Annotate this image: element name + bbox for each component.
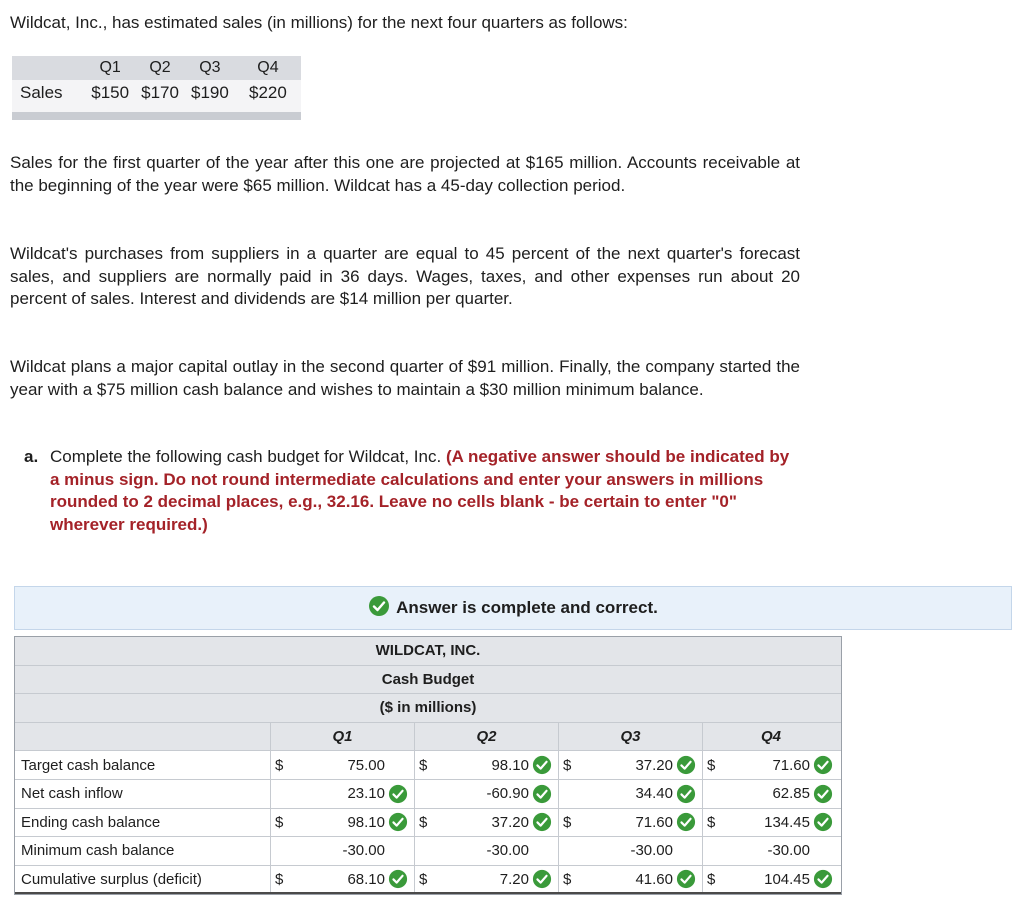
dollar-sign: $	[419, 756, 428, 774]
budget-value: 134.45	[764, 813, 810, 831]
question-instructions: (A negative answer should be indicated by a minus sign. Do not round intermediate calculations and enter your answers in millions rounded to 2 decimal places, e.g., 32.16. Leave no cells blank - be certain to enter "0" wherever required.)	[50, 447, 790, 534]
budget-value: 41.60	[635, 870, 673, 888]
sales-row-label: Sales	[20, 83, 63, 102]
dollar-sign: $	[275, 756, 284, 774]
budget-title: Cash Budget	[381, 670, 475, 688]
budget-row-label: Ending cash balance	[15, 809, 271, 837]
check-circle-icon	[813, 812, 835, 832]
budget-row	[15, 780, 841, 809]
check-circle-icon	[676, 812, 698, 832]
check-circle-icon	[813, 869, 835, 889]
budget-value-cell[interactable]	[439, 866, 559, 893]
budget-row-label: Minimum cash balance	[15, 837, 271, 865]
sales-value: $170	[141, 83, 179, 102]
budget-value-cell[interactable]	[727, 780, 839, 808]
check-circle-icon	[532, 812, 554, 832]
budget-value: 37.20	[491, 813, 529, 831]
budget-value-cell[interactable]	[439, 780, 559, 808]
sales-value: $220	[249, 83, 287, 102]
budget-value: 98.10	[491, 756, 529, 774]
check-circle-icon	[813, 755, 835, 775]
budget-value-cell[interactable]	[583, 751, 703, 779]
check-circle-icon	[388, 784, 410, 804]
dollar-sign	[415, 780, 439, 808]
budget-row-label: Net cash inflow	[15, 780, 271, 808]
budget-value-cell[interactable]	[295, 866, 415, 893]
quarter-column-header: Q4	[760, 728, 781, 746]
budget-value-cell[interactable]	[295, 751, 415, 779]
budget-value-cell[interactable]	[439, 837, 559, 865]
quarter-column-header: Q2	[415, 723, 559, 751]
check-circle-icon	[388, 812, 410, 832]
dollar-sign: $	[275, 813, 284, 831]
dollar-sign: $	[563, 813, 572, 831]
paragraph-collections: Sales for the first quarter of the year after this one are projected at $165 million. Accounts receivable at the beginning of the year were $65 million. Wildcat has a 45-day collection period.	[10, 153, 800, 195]
dollar-sign	[271, 837, 295, 865]
dollar-sign	[559, 837, 583, 865]
dollar-sign: $	[707, 870, 716, 888]
check-circle-icon	[388, 869, 410, 889]
budget-value: -60.90	[486, 785, 529, 803]
budget-units: ($ in millions)	[379, 699, 477, 717]
check-circle-icon	[676, 755, 698, 775]
budget-value-cell[interactable]	[583, 837, 703, 865]
quarter-header: Q4	[257, 59, 279, 76]
quarter-header: Q1	[99, 59, 121, 76]
intro-text: Wildcat, Inc., has estimated sales (in millions) for the next four quarters as follows:	[10, 13, 628, 32]
budget-row-label: Cumulative surplus (deficit)	[15, 866, 271, 893]
sales-value: $190	[190, 83, 229, 102]
check-circle-icon	[368, 595, 390, 622]
budget-row	[15, 866, 841, 895]
company-name: WILDCAT, INC.	[375, 642, 481, 660]
budget-value: 75.00	[347, 756, 385, 774]
budget-header-row	[15, 723, 841, 752]
budget-value-cell[interactable]	[295, 837, 415, 865]
budget-value-cell[interactable]	[583, 866, 703, 893]
dollar-sign: $	[707, 813, 716, 831]
sales-value: $150	[91, 83, 130, 102]
question-label: a.	[24, 447, 39, 466]
budget-row	[15, 809, 841, 838]
sales-row	[12, 80, 301, 106]
sales-table-footer	[12, 112, 301, 120]
budget-value-cell[interactable]	[439, 809, 559, 837]
dollar-sign	[703, 780, 727, 808]
sales-table-header	[12, 56, 301, 80]
budget-row-label: Target cash balance	[15, 751, 271, 779]
cash-budget-table	[14, 636, 842, 895]
answer-status-banner	[14, 586, 1012, 630]
dollar-sign: $	[563, 756, 572, 774]
check-circle-icon	[532, 869, 554, 889]
budget-value-cell[interactable]	[583, 809, 703, 837]
budget-value: -30.00	[767, 842, 810, 860]
dollar-sign	[271, 780, 295, 808]
check-circle-icon	[532, 784, 554, 804]
quarter-header: Q2	[149, 59, 171, 76]
budget-value-cell[interactable]	[727, 866, 839, 893]
budget-value: 37.20	[635, 756, 673, 774]
banner-text: Answer is complete and correct.	[396, 598, 658, 617]
dollar-sign: $	[419, 813, 428, 831]
budget-title-row	[15, 666, 841, 695]
budget-value-cell[interactable]	[727, 809, 839, 837]
quarter-column-header: Q1	[271, 723, 415, 751]
budget-value-cell[interactable]	[727, 837, 839, 865]
check-circle-icon	[813, 784, 835, 804]
budget-value: 71.60	[772, 756, 810, 774]
budget-company-row	[15, 637, 841, 666]
budget-value: 7.20	[499, 870, 529, 888]
check-circle-icon	[676, 784, 698, 804]
budget-value: -30.00	[630, 842, 673, 860]
budget-row	[15, 751, 841, 780]
budget-value: 71.60	[635, 813, 673, 831]
budget-value-cell[interactable]	[439, 751, 559, 779]
dollar-sign	[703, 837, 727, 865]
budget-value-cell[interactable]	[295, 809, 415, 837]
budget-value: 104.45	[764, 870, 810, 888]
budget-value: 98.10	[347, 813, 385, 831]
dollar-sign	[559, 780, 583, 808]
budget-row	[15, 837, 841, 866]
budget-value: 23.10	[347, 785, 385, 803]
quarter-header: Q3	[199, 59, 221, 76]
sales-table	[12, 56, 301, 120]
budget-value: 68.10	[347, 870, 385, 888]
dollar-sign: $	[563, 870, 572, 888]
dollar-sign: $	[707, 756, 716, 774]
budget-value: 62.85	[772, 785, 810, 803]
budget-value: 34.40	[635, 785, 673, 803]
question-a	[24, 446, 794, 536]
budget-value: -30.00	[342, 842, 385, 860]
paragraph-purchases: Wildcat's purchases from suppliers in a quarter are equal to 45 percent of the next quarter's forecast sales, and suppliers are normally paid in 36 days. Wages, taxes, and other expenses run about 20 percent of sales. Interest and dividends are $14 million per quarter.	[10, 244, 800, 308]
check-circle-icon	[676, 869, 698, 889]
dollar-sign	[415, 837, 439, 865]
paragraph-capital-outlay: Wildcat plans a major capital outlay in the second quarter of $91 million. Finally, the company started the year with a $75 million cash balance and wishes to maintain a $30 million minimum balance.	[10, 357, 800, 399]
budget-value-cell[interactable]	[727, 751, 839, 779]
budget-value-cell[interactable]	[295, 780, 415, 808]
budget-value-cell[interactable]	[583, 780, 703, 808]
dollar-sign: $	[275, 870, 284, 888]
budget-value: -30.00	[486, 842, 529, 860]
budget-units-row	[15, 694, 841, 723]
quarter-column-header: Q3	[559, 723, 703, 751]
check-circle-icon	[532, 755, 554, 775]
question-text: Complete the following cash budget for Wildcat, Inc.	[50, 447, 442, 466]
dollar-sign: $	[419, 870, 428, 888]
